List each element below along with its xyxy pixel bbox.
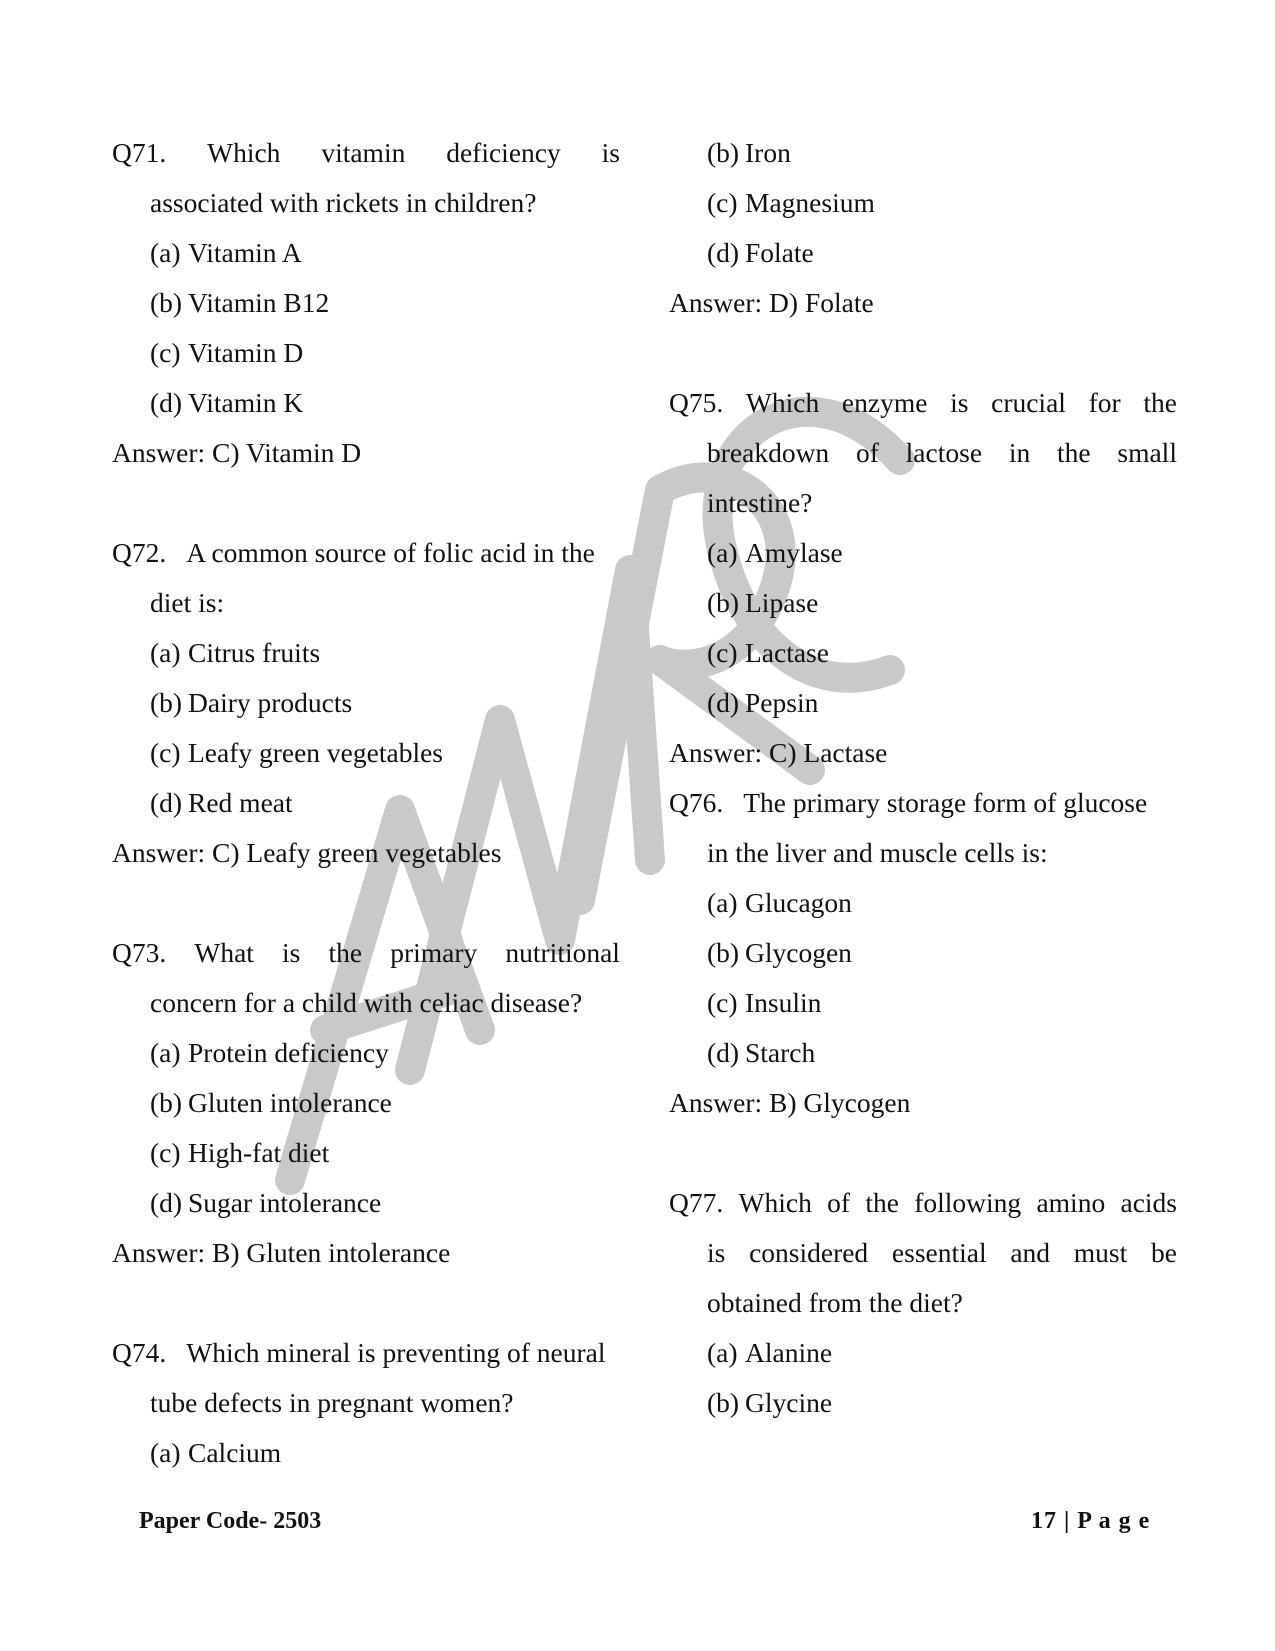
q75-word: enzyme [841, 387, 928, 418]
option-letter: (b) [150, 287, 183, 318]
option-letter: (b) [707, 937, 740, 968]
option-text: Vitamin D [188, 337, 304, 368]
option-letter: (a) [707, 1337, 738, 1368]
q75-word: in [1008, 437, 1031, 468]
option-text: Starch [745, 1037, 816, 1068]
q75-word: is [950, 387, 969, 418]
option-letter: (d) [150, 1187, 183, 1218]
option-letter: (a) [150, 237, 181, 268]
q72-stem-line1 [112, 528, 620, 578]
option-letter: (d) [707, 687, 740, 718]
option-letter: (a) [707, 537, 738, 568]
q71-option-d [112, 378, 620, 428]
q77-word: acids [1120, 1187, 1177, 1218]
option-text: Iron [745, 137, 791, 168]
option-text: Alanine [745, 1337, 833, 1368]
q77-stem-line2 [669, 1228, 1177, 1278]
option-text: Magnesium [745, 187, 875, 218]
option-letter: (d) [150, 787, 183, 818]
option-letter: (c) [150, 737, 181, 768]
q74-stem-text: Which mineral is preventing of neural [186, 1337, 606, 1368]
q73-answer: Answer: B) Gluten intolerance [112, 1237, 451, 1268]
option-letter: (a) [150, 637, 181, 668]
q71-option-c [112, 328, 620, 378]
q72-stem-line2: diet is: [150, 587, 225, 618]
option-letter: (b) [150, 687, 183, 718]
q75-word: the [1143, 387, 1177, 418]
q72-stem-text: A common source of folic acid in the [186, 537, 595, 568]
option-text: Lactase [745, 637, 829, 668]
q75-option-c [669, 628, 1177, 678]
q74-number: Q74. [112, 1337, 167, 1368]
option-text: Citrus fruits [188, 637, 321, 668]
q76-stem-line1 [669, 778, 1177, 828]
option-text: Vitamin K [188, 387, 304, 418]
option-text: Insulin [745, 987, 822, 1018]
q73-word: is [282, 937, 301, 968]
option-letter: (a) [150, 1037, 181, 1068]
q73-word: What [194, 937, 254, 968]
q77-word: considered [749, 1237, 869, 1268]
q74-stem-line1 [112, 1328, 620, 1378]
option-text: High-fat diet [188, 1137, 330, 1168]
paper-code: Paper Code- 2503 [139, 1508, 322, 1534]
q77-stem-line3: obtained from the diet? [707, 1287, 963, 1318]
option-letter: (c) [150, 337, 181, 368]
option-letter: (c) [707, 987, 738, 1018]
option-letter: (d) [707, 1037, 740, 1068]
option-text: Vitamin A [188, 237, 302, 268]
q75-option-b [669, 578, 1177, 628]
q75-option-d [669, 678, 1177, 728]
q71-answer: Answer: C) Vitamin D [112, 437, 362, 468]
q77-word: amino [1036, 1187, 1106, 1218]
q77-word: following [914, 1187, 1022, 1218]
option-text: Dairy products [188, 687, 353, 718]
q73-number: Q73. [112, 937, 167, 968]
q76-number: Q76. [669, 787, 724, 818]
q76-option-a [669, 878, 1177, 928]
q75-word: crucial [991, 387, 1066, 418]
q76-answer: Answer: B) Glycogen [669, 1087, 911, 1118]
q73-option-d [112, 1178, 620, 1228]
option-text: Lipase [745, 587, 819, 618]
option-text: Red meat [188, 787, 293, 818]
q77-word: be [1150, 1237, 1177, 1268]
q73-stem-line2: concern for a child with celiac disease? [150, 987, 583, 1018]
q77-stem-line1 [669, 1178, 1177, 1228]
option-text: Gluten intolerance [188, 1087, 392, 1118]
q74-stem-line2: tube defects in pregnant women? [150, 1387, 514, 1418]
q74-option-d [669, 228, 1177, 278]
option-text: Glucagon [745, 887, 852, 918]
option-text: Calcium [188, 1437, 282, 1468]
q71-stem-line2: associated with rickets in children? [150, 187, 537, 218]
q71-number: Q71. [112, 137, 167, 168]
q73-word: primary [390, 937, 478, 968]
q72-option-a [112, 628, 620, 678]
option-letter: (c) [707, 637, 738, 668]
q74-option-b [669, 128, 1177, 178]
option-text: Vitamin B12 [188, 287, 330, 318]
q77-word: Which [738, 1187, 812, 1218]
q76-stem-line2: in the liver and muscle cells is: [707, 837, 1048, 868]
q75-word: the [1056, 437, 1091, 468]
q74-option-a [112, 1428, 620, 1478]
q75-word: for [1088, 387, 1121, 418]
q74-answer: Answer: D) Folate [669, 287, 874, 318]
q73-option-b [112, 1078, 620, 1128]
page-number: 17 | P a g e [1031, 1508, 1151, 1534]
option-letter: (b) [707, 1387, 740, 1418]
q75-answer: Answer: C) Lactase [669, 737, 888, 768]
q76-option-d [669, 1028, 1177, 1078]
q71-word: vitamin [321, 137, 406, 168]
q72-option-c [112, 728, 620, 778]
option-letter: (a) [150, 1437, 181, 1468]
q71-option-a [112, 228, 620, 278]
q75-word: breakdown [707, 437, 830, 468]
q73-option-a [112, 1028, 620, 1078]
q71-word: Which [207, 137, 281, 168]
option-letter: (b) [707, 137, 740, 168]
option-text: Folate [745, 237, 814, 268]
option-letter: (c) [707, 187, 738, 218]
option-text: Leafy green vegetables [188, 737, 443, 768]
option-letter: (c) [150, 1137, 181, 1168]
q72-option-b [112, 678, 620, 728]
option-letter: (b) [150, 1087, 183, 1118]
right-column [669, 128, 1177, 1428]
q77-option-a [669, 1328, 1177, 1378]
q75-word: Which [745, 387, 820, 418]
q75-stem-line1 [669, 378, 1177, 428]
q71-word: is [601, 137, 620, 168]
q77-word: and [1010, 1237, 1051, 1268]
left-column [112, 128, 620, 1478]
q75-word: lactose [905, 437, 983, 468]
q71-word: deficiency [446, 137, 561, 168]
q75-number: Q75. [669, 387, 724, 418]
q71-option-b [112, 278, 620, 328]
option-text: Glycogen [745, 937, 852, 968]
q76-stem-text: The primary storage form of glucose [743, 787, 1148, 818]
option-text: Glycine [745, 1387, 833, 1418]
q76-option-b [669, 928, 1177, 978]
q77-word: essential [891, 1237, 987, 1268]
q75-word: small [1117, 437, 1177, 468]
option-letter: (d) [150, 387, 183, 418]
option-text: Amylase [745, 537, 843, 568]
q76-option-c [669, 978, 1177, 1028]
q73-word: the [328, 937, 363, 968]
option-letter: (d) [707, 237, 740, 268]
option-text: Protein deficiency [188, 1037, 389, 1068]
q75-stem-line3: intestine? [707, 487, 813, 518]
q72-option-d [112, 778, 620, 828]
q77-word: the [865, 1187, 899, 1218]
q73-word: nutritional [505, 937, 620, 968]
option-text: Pepsin [745, 687, 819, 718]
q77-number: Q77. [669, 1187, 724, 1218]
q73-option-c [112, 1128, 620, 1178]
q75-stem-line2 [669, 428, 1177, 478]
option-letter: (a) [707, 887, 738, 918]
q71-stem-line1 [112, 128, 620, 178]
option-letter: (b) [707, 587, 740, 618]
q75-word: of [855, 437, 879, 468]
q73-stem-line1 [112, 928, 620, 978]
q77-word: of [827, 1187, 851, 1218]
q74-option-c [669, 178, 1177, 228]
q77-word: must [1073, 1237, 1128, 1268]
q72-number: Q72. [112, 537, 167, 568]
q77-option-b [669, 1378, 1177, 1428]
q75-option-a [669, 528, 1177, 578]
q77-word: is [707, 1237, 726, 1268]
q72-answer: Answer: C) Leafy green vegetables [112, 837, 502, 868]
option-text: Sugar intolerance [188, 1187, 382, 1218]
